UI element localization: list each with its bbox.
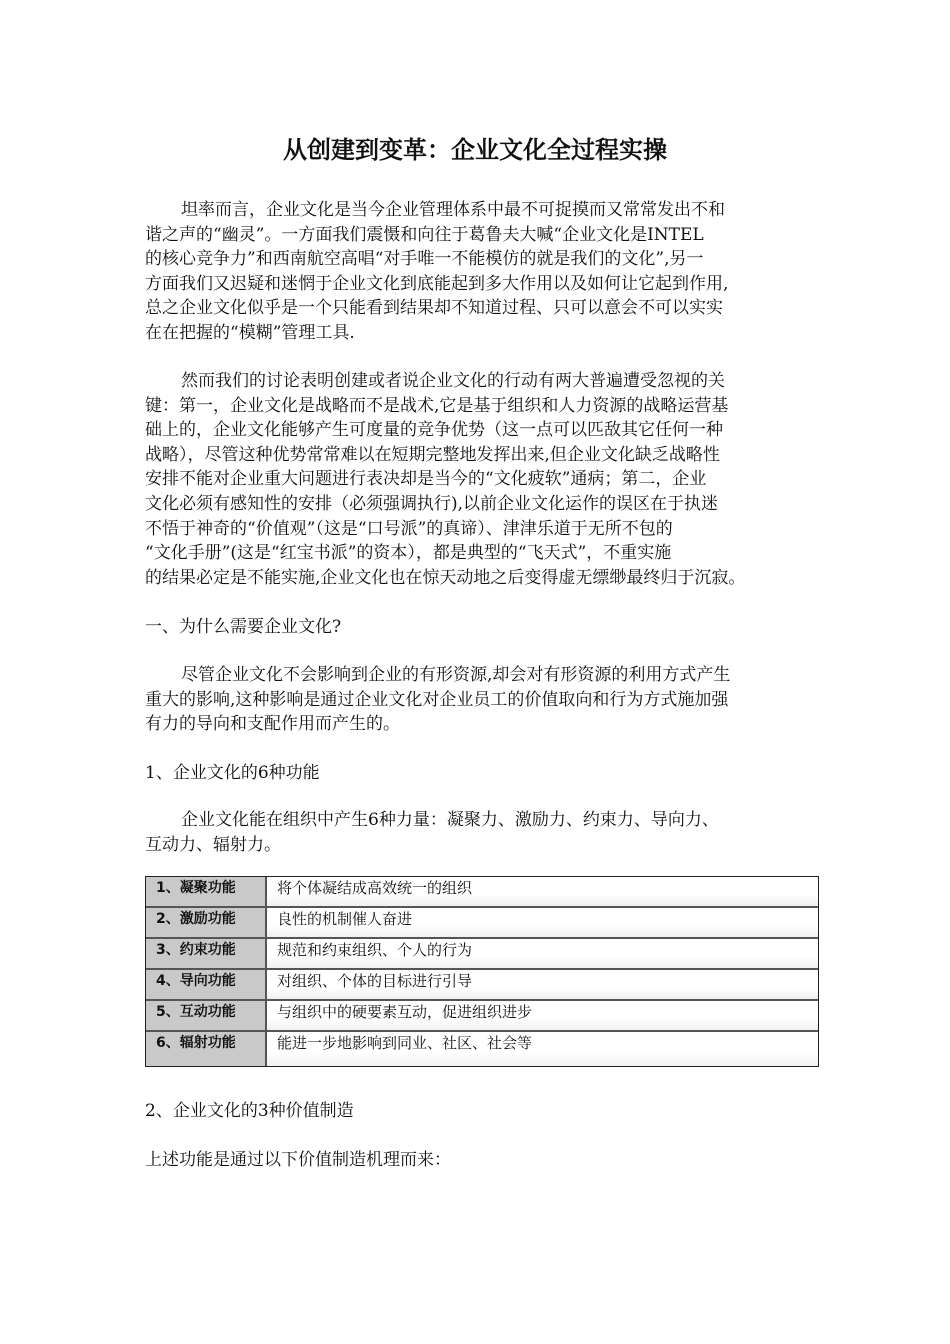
- text-line: 尽管企业文化不会影响到企业的有形资源,却会对有形资源的利用方式产生: [181, 665, 731, 685]
- text-line: 企业文化能在组织中产生6种力量：凝聚力、激励力、约束力、导向力、: [181, 810, 719, 830]
- table-row: [146, 970, 818, 1001]
- text-line: 的核心竞争力”和西南航空高唱“对手唯一不能模仿的就是我们的文化”,另一: [145, 249, 704, 270]
- function-name-cell: 1、凝聚功能: [146, 877, 267, 906]
- function-desc-cell: 能进一步地影响到同业、社区、社会等: [277, 1034, 533, 1052]
- text-line: 的结果必定是不能实施,企业文化也在惊天动地之后变得虚无缥缈最终归于沉寂。: [145, 567, 746, 588]
- text-line: 谐之声的“幽灵”。一方面我们震慑和向往于葛鲁夫大喊“企业文化是INTEL: [145, 224, 704, 245]
- text-line: “文化手册”(这是“红宝书派”的资本），都是典型的“飞天式”，不重实施: [145, 543, 672, 564]
- function-name-cell: 6、辐射功能: [146, 1032, 267, 1066]
- function-desc-cell: 规范和约束组织、个人的行为: [277, 941, 473, 959]
- function-name-cell: 5、互动功能: [146, 1001, 267, 1030]
- function-desc-cell: 将个体凝结成高效统一的组织: [277, 879, 473, 897]
- text-line: 坦率而言，企业文化是当今企业管理体系中最不可捉摸而又常常发出不和: [181, 200, 725, 220]
- paragraph-intro: [145, 198, 815, 346]
- text-line: 重大的影响,这种影响是通过企业文化对企业员工的价值取向和行为方式施加强: [145, 689, 729, 710]
- text-line: 有力的导向和支配作用而产生的。: [145, 714, 400, 735]
- text-line: 文化必须有感知性的安排（必须强调执行),以前企业文化运作的误区在于执迷: [145, 493, 719, 514]
- function-name-cell: 2、激励功能: [146, 908, 267, 937]
- paragraph-key-points: [145, 369, 815, 590]
- text-line: 础上的，企业文化能够产生可度量的竞争优势（这一点可以匹敌其它任何一种: [145, 420, 723, 441]
- section-heading: 一、为什么需要企业文化?: [145, 617, 342, 637]
- text-line: 总之企业文化似乎是一个只能看到结果却不知道过程、只可以意会不可以实实: [145, 298, 723, 319]
- table-row: [146, 1032, 818, 1066]
- text-line: 在在把握的“模糊”管理工具.: [145, 322, 355, 343]
- table-row: [146, 908, 818, 939]
- paragraph-why-culture: [145, 663, 815, 737]
- text-line: 然而我们的讨论表明创建或者说企业文化的行动有两大普遍遭受忽视的关: [181, 371, 725, 391]
- text-line: 安排不能对企业重大问题进行表决却是当今的“文化疲软”通病；第二，企业: [145, 469, 707, 490]
- function-desc-cell: 与组织中的硬要素互动，促进组织进步: [277, 1003, 533, 1021]
- text-line: 方面我们又迟疑和迷惘于企业文化到底能起到多大作用以及如何让它起到作用,: [145, 273, 729, 294]
- subsection-heading: 1、企业文化的6种功能: [145, 763, 320, 783]
- function-name-cell: 4、导向功能: [146, 970, 267, 999]
- text-line: 键：第一，企业文化是战略而不是战术,它是基于组织和人力资源的战略运营基: [145, 395, 729, 416]
- table-row: [146, 1001, 818, 1032]
- function-name-cell: 3、约束功能: [146, 939, 267, 968]
- table-row: [146, 939, 818, 970]
- text-line: 战略），尽管这种优势常常难以在短期完整地发挥出来,但企业文化缺乏战略性: [145, 444, 720, 465]
- text-line: 不悟于神奇的“价值观”（这是“口号派”的真谛）、津津乐道于无所不包的: [145, 518, 673, 539]
- table-row: [146, 877, 818, 908]
- subsection-heading: 2、企业文化的3种价值制造: [145, 1101, 354, 1121]
- function-desc-cell: 良性的机制催人奋进: [277, 910, 413, 928]
- function-desc-cell: 对组织、个体的目标进行引导: [277, 972, 473, 990]
- document-title: 从创建到变革：企业文化全过程实操: [283, 136, 667, 164]
- text-line: 互动力、辐射力。: [145, 834, 281, 855]
- paragraph-value-creation: 上述功能是通过以下价值制造机理而来：: [145, 1150, 451, 1170]
- functions-table: [145, 876, 819, 1067]
- paragraph-six-forces: [145, 808, 815, 857]
